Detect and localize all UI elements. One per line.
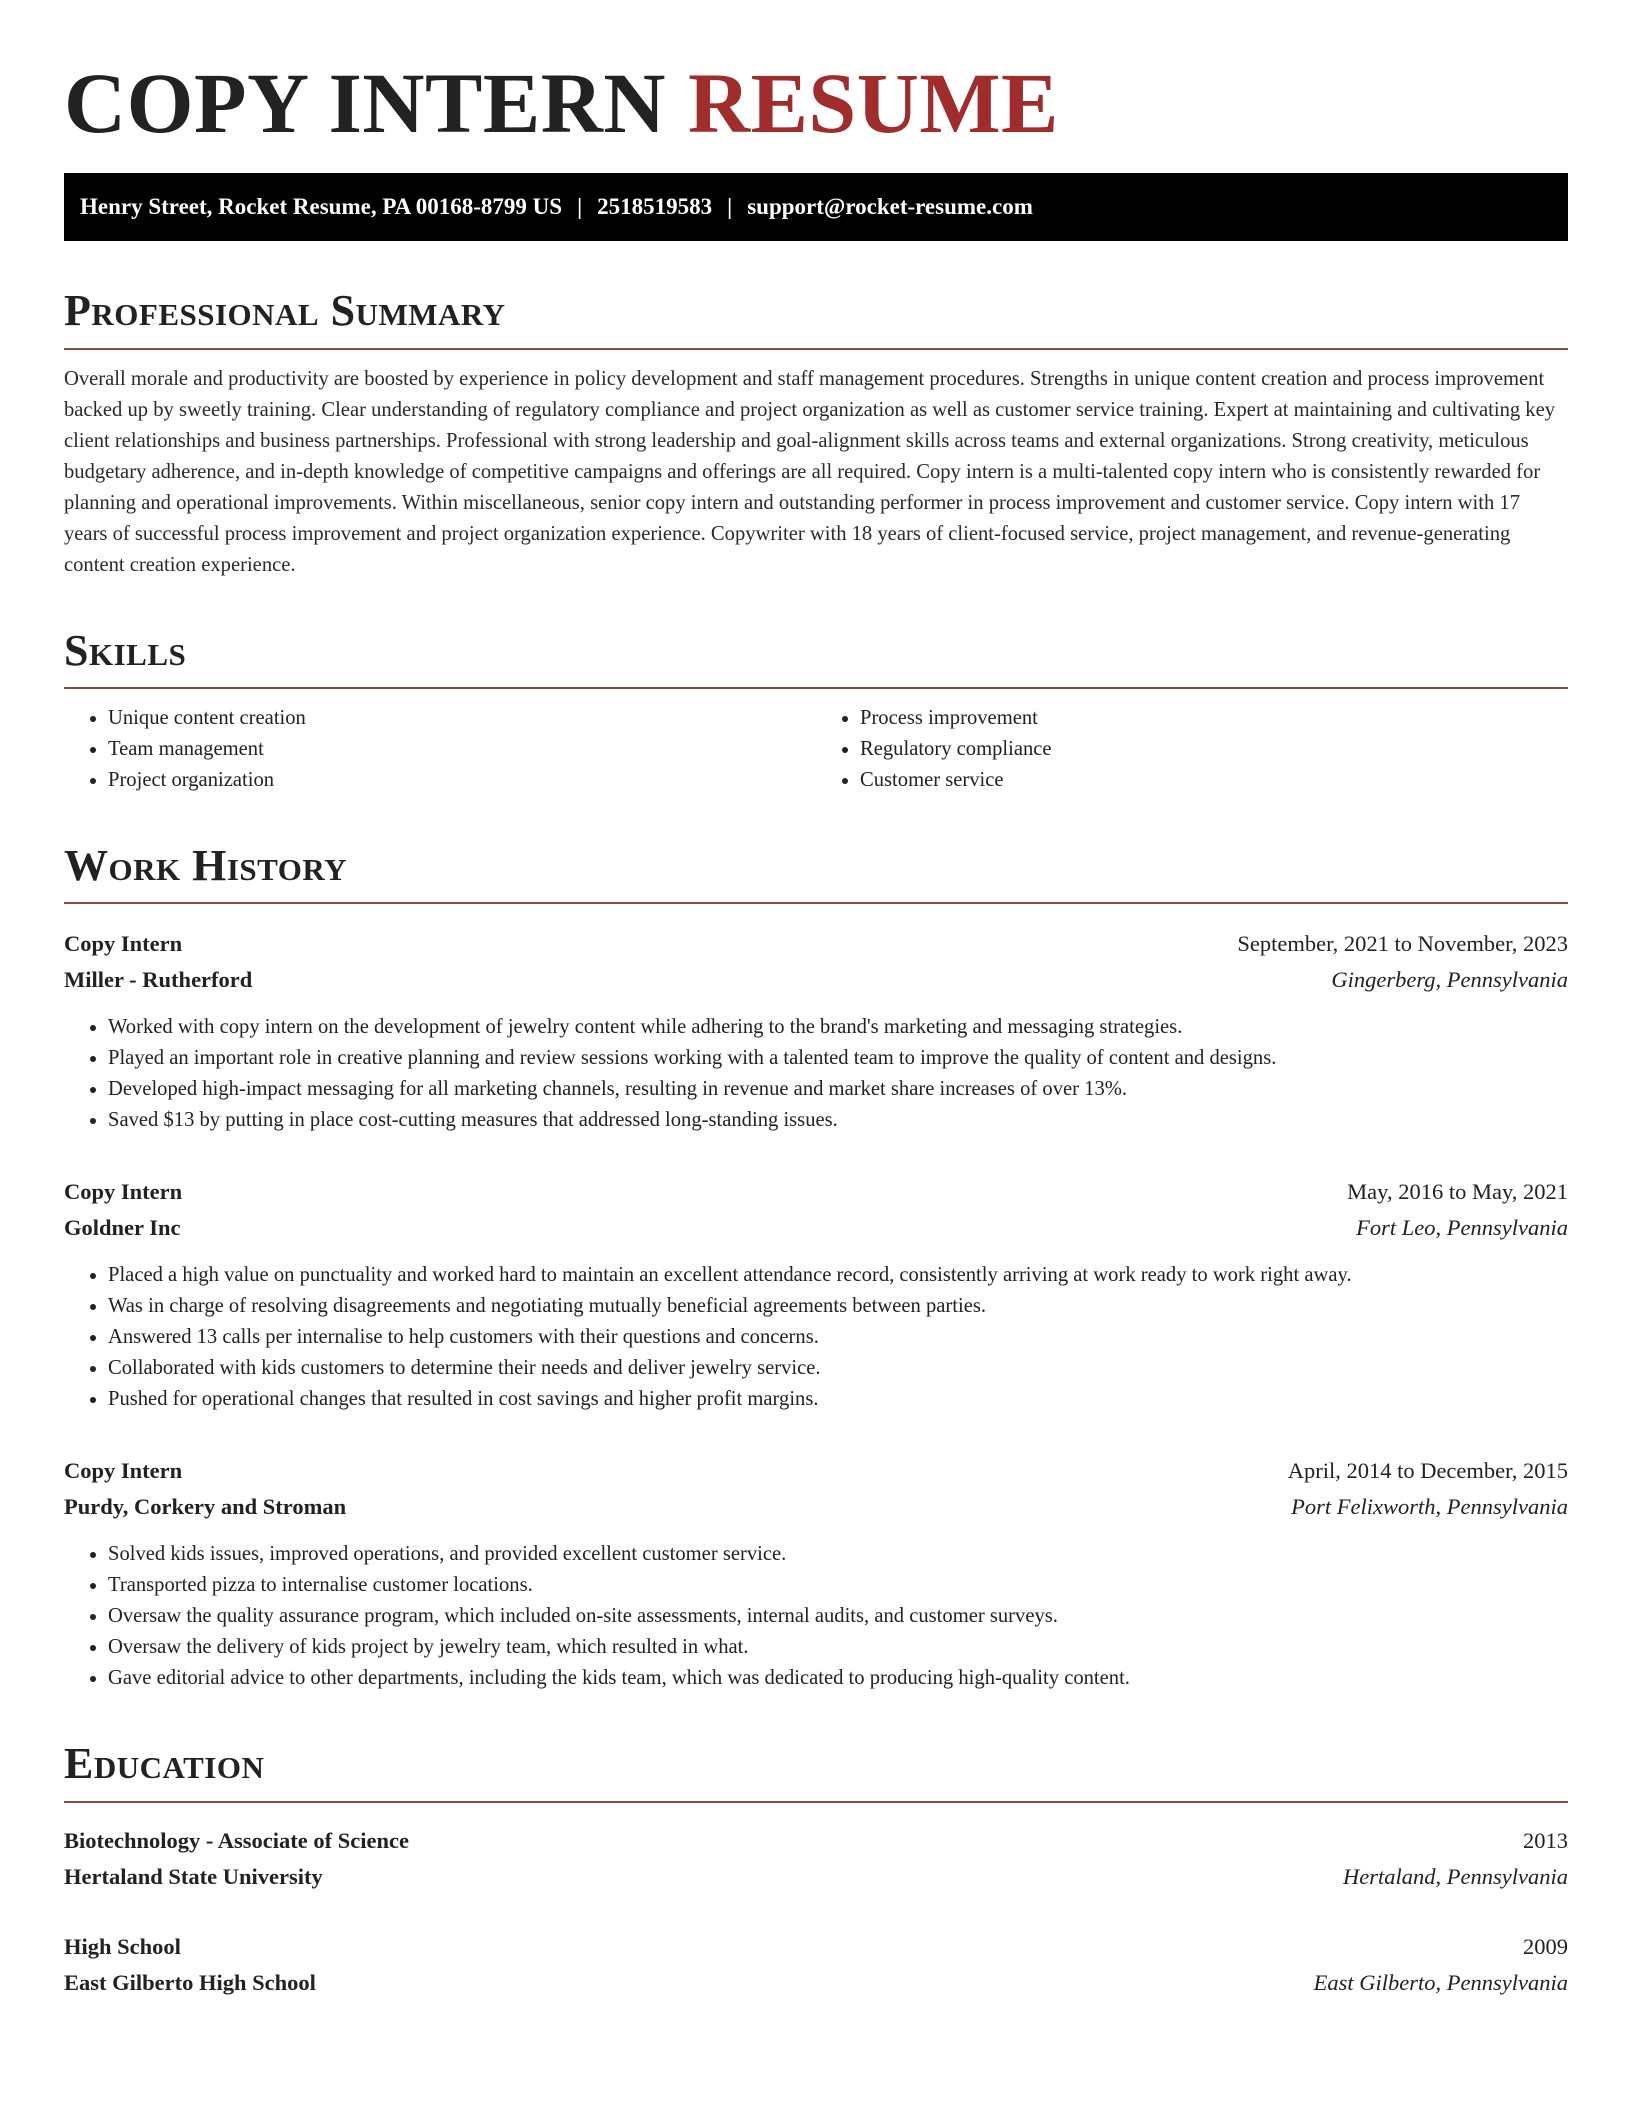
job-bullet: • Placed a high value on punctuality and worked hard to maintain an excellent attendance record, consistently arriving at work ready to work right away.	[108, 1260, 1568, 1291]
job-company: Purdy, Corkery and Stroman	[64, 1494, 347, 1520]
education-school: East Gilberto High School	[64, 1969, 316, 1995]
job-bullets	[64, 1012, 1568, 1136]
work-heading: Work History	[64, 842, 1568, 904]
education-header	[64, 1929, 1568, 1965]
skill-item: • Customer service	[860, 765, 1568, 796]
job-entry	[64, 1453, 1568, 1694]
job-dates: September, 2021 to November, 2023	[1237, 931, 1568, 957]
contact-phone: 2518519583	[597, 194, 713, 220]
summary-heading: Professional Summary	[64, 287, 1568, 349]
job-header	[64, 1453, 1568, 1489]
summary-text: Overall morale and productivity are boosted by experience in policy development and staff management procedures. Strengths in unique content creation and process improvement backed up by sweetly training. Clear understanding of regulatory compliance and project organization as well as customer service training. Expert at maintaining and cultivating key client relationships and business partnerships. Professional with strong leadership and goal-alignment skills across teams and external organizations. Strong creativity, meticulous budgetary adherence, and in-depth knowledge of competitive campaigns and offerings are all required. Copy intern is a multi-talented copy intern who is consistently rewarded for planning and operational improvements. Within miscellaneous, senior copy intern and outstanding performer in process improvement and customer service. Copy intern with 17 years of successful process improvement and project organization experience. Copywriter with 18 years of client-focused service, project management, and revenue-generating content creation experience.	[64, 367, 1556, 576]
education-header	[64, 1823, 1568, 1859]
title-accent: RESUME	[687, 55, 1059, 151]
page-title	[64, 0, 1568, 155]
job-entry	[64, 1174, 1568, 1415]
education-location: East Gilberto, Pennsylvania	[1313, 1969, 1568, 1995]
skills-column-right	[816, 703, 1568, 796]
skill-item: • Team management	[108, 734, 816, 765]
skill-item: • Unique content creation	[108, 703, 816, 734]
skill-item: • Process improvement	[860, 703, 1568, 734]
job-bullet: • Answered 13 calls per internalise to help customers with their questions and concerns.	[108, 1322, 1568, 1353]
job-entry	[64, 926, 1568, 1136]
job-bullet: • Transported pizza to internalise customer locations.	[108, 1570, 1568, 1601]
job-bullet: • Solved kids issues, improved operations, and provided excellent customer service.	[108, 1539, 1568, 1570]
job-bullet: • Worked with copy intern on the development of jewelry content while adhering to the brand's marketing and messaging strategies.	[108, 1012, 1568, 1043]
education-year: 2009	[1523, 1933, 1568, 1959]
contact-separator: |	[727, 194, 733, 220]
job-title: Copy Intern	[64, 1179, 183, 1205]
education-degree: Biotechnology - Associate of Science	[64, 1827, 409, 1853]
education-heading: Education	[64, 1740, 1568, 1802]
skills-heading: Skills	[64, 627, 1568, 689]
education-location: Hertaland, Pennsylvania	[1343, 1863, 1568, 1889]
contact-email: support@rocket-resume.com	[747, 194, 1033, 220]
job-location: Port Felixworth, Pennsylvania	[1291, 1494, 1568, 1520]
job-bullet: • Collaborated with kids customers to determine their needs and deliver jewelry service.	[108, 1353, 1568, 1384]
job-bullets	[64, 1260, 1568, 1415]
job-header	[64, 926, 1568, 962]
job-title: Copy Intern	[64, 1458, 183, 1484]
job-title: Copy Intern	[64, 931, 183, 957]
job-subheader	[64, 1489, 1568, 1525]
job-company: Miller - Rutherford	[64, 967, 253, 993]
job-bullet: • Saved $13 by putting in place cost-cutting measures that addressed long-standing issues.	[108, 1105, 1568, 1136]
job-bullet: • Gave editorial advice to other departments, including the kids team, which was dedicated to producing high-quality content.	[108, 1663, 1568, 1694]
job-bullet: • Pushed for operational changes that resulted in cost savings and higher profit margins.	[108, 1384, 1568, 1415]
education-subheader	[64, 1965, 1568, 2001]
job-bullets	[64, 1539, 1568, 1694]
education-year: 2013	[1523, 1827, 1568, 1853]
job-bullet: • Oversaw the delivery of kids project by jewelry team, which resulted in what.	[108, 1632, 1568, 1663]
skills-column-left	[64, 703, 816, 796]
education-subheader	[64, 1859, 1568, 1895]
job-bullet: • Oversaw the quality assurance program, which included on-site assessments, internal audits, and customer surveys.	[108, 1601, 1568, 1632]
job-dates: May, 2016 to May, 2021	[1347, 1179, 1568, 1205]
contact-bar	[64, 173, 1568, 241]
job-bullet: • Developed high-impact messaging for all marketing channels, resulting in revenue and market share increases of over 13%.	[108, 1074, 1568, 1105]
job-bullet: • Played an important role in creative planning and review sessions working with a talented team to improve the quality of content and designs.	[108, 1043, 1568, 1074]
education-entry	[64, 1929, 1568, 2001]
skills-list	[64, 703, 1568, 796]
contact-address: Henry Street, Rocket Resume, PA 00168-8799 US	[80, 194, 563, 220]
job-location: Gingerberg, Pennsylvania	[1331, 967, 1568, 993]
contact-separator: |	[577, 194, 583, 220]
education-entry	[64, 1823, 1568, 1895]
education-degree: High School	[64, 1933, 181, 1959]
job-subheader	[64, 1210, 1568, 1246]
skill-item: • Project organization	[108, 765, 816, 796]
education-school: Hertaland State University	[64, 1863, 323, 1889]
job-dates: April, 2014 to December, 2015	[1287, 1458, 1568, 1484]
job-bullet: • Was in charge of resolving disagreements and negotiating mutually beneficial agreements between parties.	[108, 1291, 1568, 1322]
job-location: Fort Leo, Pennsylvania	[1356, 1215, 1568, 1241]
job-company: Goldner Inc	[64, 1215, 181, 1241]
title-main: COPY INTERN	[64, 55, 666, 151]
job-header	[64, 1174, 1568, 1210]
job-subheader	[64, 962, 1568, 998]
skill-item: • Regulatory compliance	[860, 734, 1568, 765]
